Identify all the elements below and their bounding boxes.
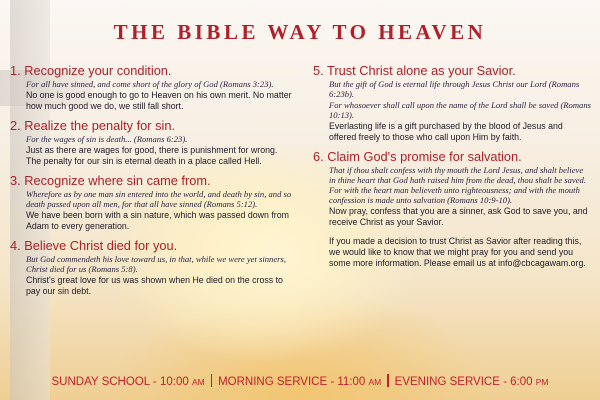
contact-message: If you made a decision to trust Christ as Savior after reading this, we would like to know that we might pray for you and send you some more information. Please email us at info@cbcagawam.org. <box>329 236 586 268</box>
step-3-verse: Wherefore as by one man sin entered into the world, and death by sin, and so death passed upon all men, for that all have sinned (Romans 5:12). <box>26 189 292 209</box>
service-evening: EVENING SERVICE - 6:00 PM <box>394 376 549 388</box>
service-name: MORNING SERVICE <box>218 376 328 388</box>
service-time: 11:00 <box>337 376 366 388</box>
step-6-heading: 6. Claim God's promise for salvation. <box>313 149 522 164</box>
step-1-verse: For all have sinned, and come short of the glory of God (Romans 3:23). <box>26 79 274 89</box>
page-title: THE BIBLE WAY TO HEAVEN <box>113 20 487 44</box>
service-ampm: PM <box>535 377 549 387</box>
service-ampm: AM <box>368 377 382 387</box>
step-5-verse-2: For whosoever shall call upon the name of the Lord shall be saved (Romans 10:13). <box>329 100 592 120</box>
step-2 <box>10 118 292 167</box>
service-ampm: AM <box>191 377 205 387</box>
service-times-footer <box>0 374 600 388</box>
step-5-verse: But the gift of God is eternal life through Jesus Christ our Lord (Romans 6:23b). <box>329 79 580 99</box>
step-6-body: Now pray, confess that you are a sinner, ask God to save you, and receive Christ as your Savior. <box>329 206 588 227</box>
step-4-verse: But God commendeth his love toward us, in that, while we were yet sinners, Christ died for us (Romans 5:8). <box>26 254 287 274</box>
step-5-body: Everlasting life is a gift purchased by the blood of Jesus and offered freely to those who call upon Him by faith. <box>329 121 563 142</box>
service-sunday-school: SUNDAY SCHOOL - 10:00 AM <box>51 376 205 388</box>
step-3 <box>10 173 292 232</box>
footer-divider <box>211 374 212 387</box>
step-5-heading: 5. Trust Christ alone as your Savior. <box>313 63 516 78</box>
left-column <box>10 63 292 303</box>
step-6-verse: That if thou shalt confess with thy mouth the Lord Jesus, and shalt believe in thine heart that God hath raised him from the dead, thou shalt be saved. For with the heart man believeth unto righteousness; and with the mouth confession is made unto salvation (Romans 10:9-10). <box>329 165 586 205</box>
step-3-body: We have been born with a sin nature, which was passed down from Adam to every generation. <box>26 210 289 231</box>
step-2-body: Just as there are wages for good, there is punishment for wrong. The penalty for our sin is eternal death in a place called Hell. <box>26 145 278 166</box>
step-1-body: No one is good enough to go to Heaven on his own merit. No matter how much good we do, we still fall short. <box>26 90 292 111</box>
service-name: SUNDAY SCHOOL <box>51 376 150 388</box>
step-4-heading: 4. Believe Christ died for you. <box>10 238 178 253</box>
step-2-verse: For the wages of sin is death... (Romans 6:23). <box>26 134 188 144</box>
step-1-heading: 1. Recognize your condition. <box>10 63 172 78</box>
right-column <box>313 63 591 269</box>
step-4 <box>10 238 292 297</box>
service-time: 6:00 <box>510 376 533 388</box>
step-6 <box>313 149 591 228</box>
service-name: EVENING SERVICE <box>394 376 500 388</box>
step-1 <box>10 63 292 112</box>
step-2-heading: 2. Realize the penalty for sin. <box>10 118 176 133</box>
service-morning: MORNING SERVICE - 11:00 AM <box>218 376 382 388</box>
step-3-heading: 3. Recognize where sin came from. <box>10 173 211 188</box>
service-time: 10:00 <box>159 376 189 388</box>
step-4-body: Christ's great love for us was shown when He died on the cross to pay our sin debt. <box>26 275 283 296</box>
footer-divider <box>387 374 388 387</box>
step-5 <box>313 63 591 143</box>
